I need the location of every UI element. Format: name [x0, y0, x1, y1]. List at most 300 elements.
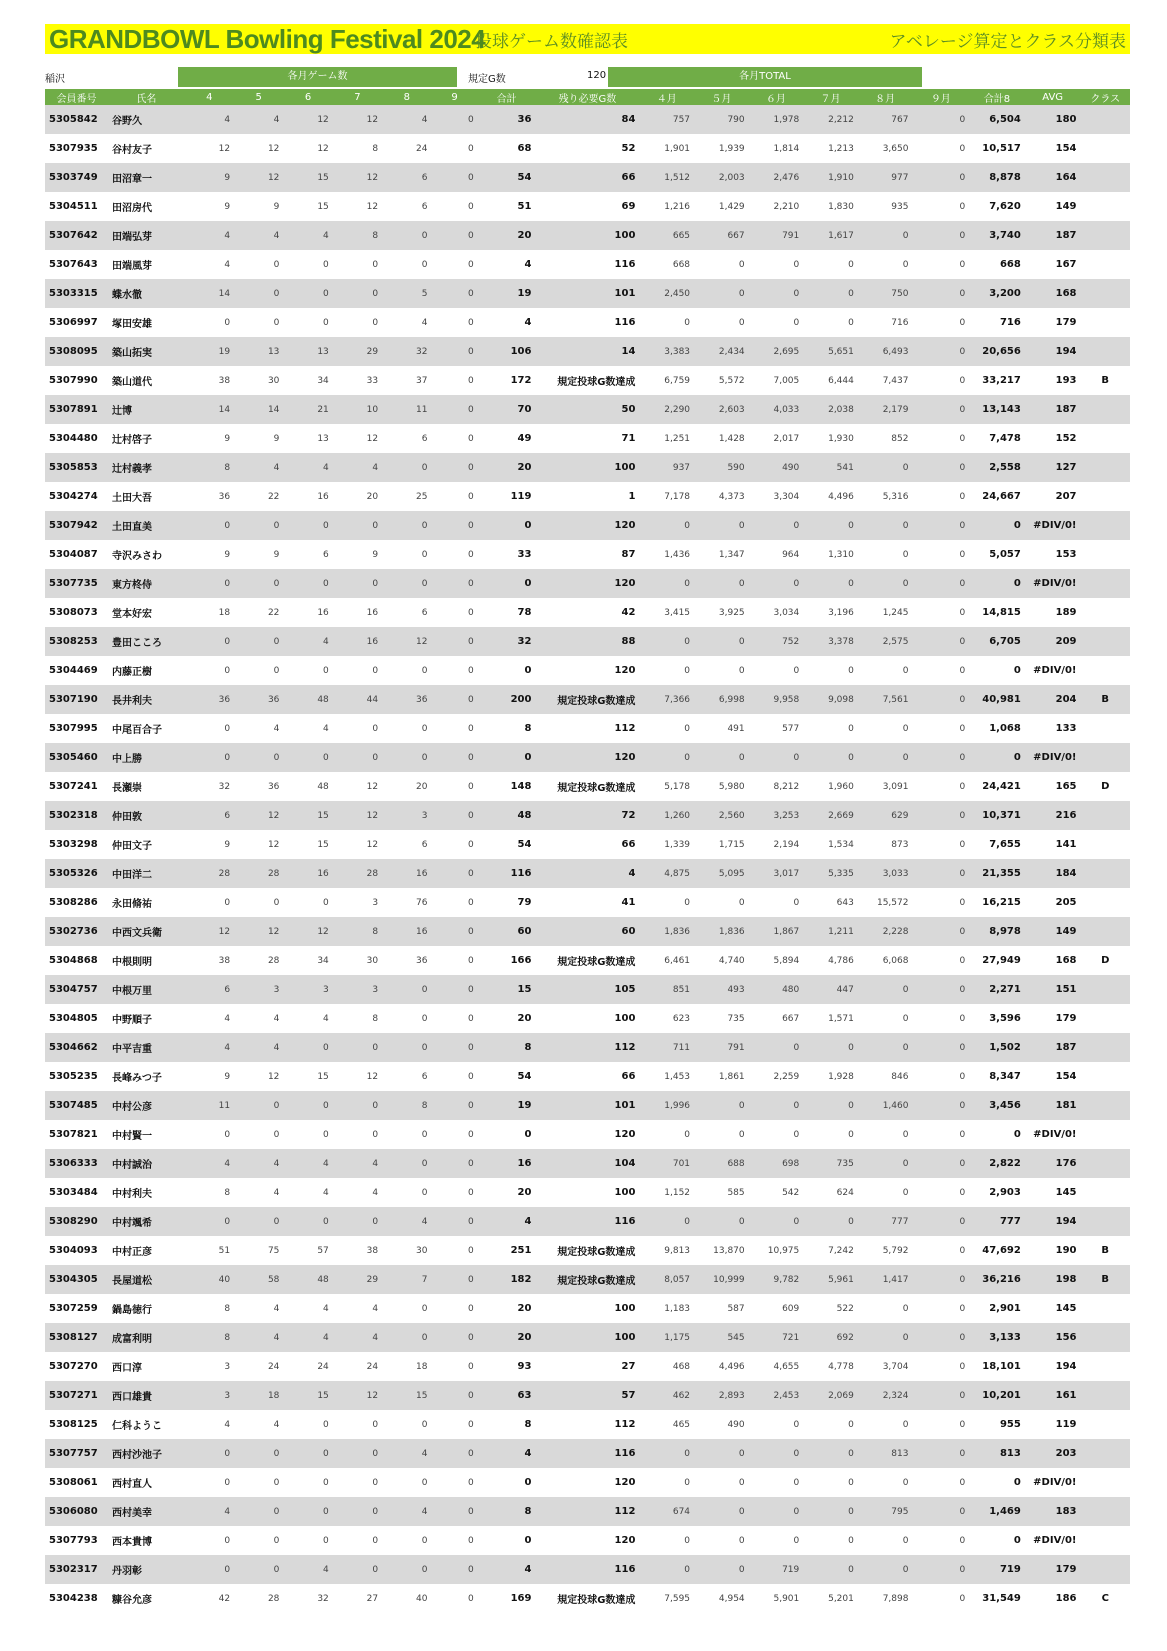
cell-score-may: 587 [727, 1303, 745, 1314]
cell-score-sep: 0 [959, 143, 966, 154]
cell-score-sep: 0 [959, 433, 966, 444]
col-score-aug: ８月 [858, 89, 913, 105]
cell-total-games: 8 [524, 1419, 532, 1430]
cell-score-jun: 4,655 [773, 1361, 800, 1372]
cell-class [1080, 627, 1130, 656]
cell-games-aug: 18 [416, 1361, 428, 1372]
cell-total-score: 0 [1013, 665, 1021, 676]
cell-score-jun: 2,476 [749, 163, 804, 192]
cell-games-sep: 0 [431, 1149, 477, 1178]
cell-score-jul: 5,201 [828, 1593, 854, 1604]
cell-score-jul: 2,038 [803, 395, 858, 424]
cell-total-games: 78 [517, 607, 532, 618]
cell-score-may: 1,861 [718, 1071, 745, 1082]
cell-member-name: 鍋島徳行 [112, 1305, 153, 1316]
cell-member-id: 5307271 [45, 1381, 108, 1410]
cell-member-id: 5303298 [49, 839, 98, 850]
cell-score-aug: 7,437 [882, 375, 909, 386]
cell-member-name: 中平吉重 [108, 1033, 185, 1062]
cell-class [1080, 163, 1130, 192]
cell-member-name: 寺沢みさわ [112, 551, 163, 562]
cell-games-apr: 51 [218, 1245, 231, 1256]
cell-games-jul: 0 [372, 665, 379, 676]
cell-score-aug: 0 [858, 1323, 913, 1352]
cell-total-games: 4 [524, 317, 532, 328]
cell-games-sep: 0 [467, 1013, 474, 1024]
cell-average: 176 [1025, 1149, 1081, 1178]
cell-class [1080, 1381, 1130, 1410]
cell-games-jun: 0 [283, 743, 332, 772]
cell-games-sep: 0 [431, 511, 477, 540]
cell-score-may: 667 [694, 221, 749, 250]
cell-games-apr: 32 [218, 781, 231, 792]
cell-average: 154 [1055, 143, 1077, 154]
cell-games-jun: 34 [317, 375, 329, 386]
cell-class [1080, 1410, 1130, 1439]
cell-games-jun: 12 [283, 917, 332, 946]
cell-games-jul: 0 [333, 1091, 382, 1120]
cell-score-may: 493 [694, 975, 749, 1004]
cell-score-jun: 2,453 [749, 1381, 804, 1410]
cell-score-aug: 813 [858, 1439, 913, 1468]
col-name: 氏名 [108, 89, 185, 105]
cell-remaining-games: 87 [621, 549, 636, 560]
cell-total-score: 0 [1013, 1477, 1021, 1488]
cell-class [1080, 192, 1130, 221]
cell-total-games: 36 [478, 105, 536, 134]
cell-games-sep: 0 [467, 259, 474, 270]
cell-remaining-games: 100 [614, 1303, 636, 1314]
cell-games-aug: 0 [421, 549, 428, 560]
cell-score-jul: 0 [803, 569, 858, 598]
cell-score-jun: 10,975 [767, 1245, 800, 1256]
cell-score-sep: 0 [912, 279, 969, 308]
col-score-sep: ９月 [912, 89, 969, 105]
table-row [45, 1120, 1130, 1149]
cell-games-may: 0 [234, 1497, 283, 1526]
cell-class [1080, 1149, 1130, 1178]
cell-games-jul: 4 [333, 1323, 382, 1352]
cell-total-score: 0 [969, 743, 1025, 772]
cell-score-jul: 0 [803, 1555, 858, 1584]
cell-games-jul: 0 [372, 1535, 379, 1546]
cell-remaining-games: 41 [621, 897, 636, 908]
cell-average: #DIV/0! [1025, 743, 1081, 772]
cell-score-may: 2,560 [694, 801, 749, 830]
cell-score-jul: 0 [803, 511, 858, 540]
table-row [45, 366, 1130, 395]
cell-score-jun: 609 [782, 1303, 800, 1314]
cell-total-score: 3,133 [969, 1323, 1025, 1352]
cell-score-apr: 0 [639, 743, 694, 772]
table-row [45, 279, 1130, 308]
cell-games-apr: 36 [185, 685, 234, 714]
cell-total-games: 4 [524, 259, 532, 270]
cell-total-score: 0 [969, 511, 1025, 540]
table-row [45, 424, 1130, 453]
cell-score-jul: 0 [848, 1535, 854, 1546]
cell-games-may: 0 [234, 627, 283, 656]
cell-games-apr: 4 [224, 1013, 231, 1024]
cell-total-score: 1,469 [969, 1497, 1025, 1526]
cell-score-jul: 1,571 [828, 1013, 854, 1024]
cell-total-games: 0 [478, 743, 536, 772]
cell-games-jul: 30 [366, 955, 379, 966]
cell-score-aug: 0 [902, 1129, 909, 1140]
cell-score-jul: 0 [803, 1439, 858, 1468]
cell-member-id: 5307793 [49, 1535, 98, 1546]
table-row [45, 540, 1130, 569]
cell-score-jun: 752 [749, 627, 804, 656]
cell-total-games: 0 [524, 1129, 532, 1140]
cell-class: D [1101, 781, 1110, 792]
cell-class [1080, 1062, 1130, 1091]
cell-member-id: 5307259 [49, 1303, 98, 1314]
cell-games-sep: 0 [467, 955, 474, 966]
cell-remaining-games: 42 [621, 607, 636, 618]
cell-score-sep: 0 [912, 337, 969, 366]
cell-score-sep: 0 [959, 491, 966, 502]
cell-remaining-games: 27 [621, 1361, 636, 1372]
cell-score-jun: 1,867 [749, 917, 804, 946]
cell-score-sep: 0 [912, 1555, 969, 1584]
cell-member-name: 中根万里 [108, 975, 185, 1004]
cell-class [1080, 1091, 1130, 1120]
cell-games-may: 12 [267, 1071, 280, 1082]
cell-average: 179 [1055, 317, 1077, 328]
cell-score-apr: 665 [639, 221, 694, 250]
cell-remaining-games: 規定投球G数達成 [557, 957, 636, 968]
cell-score-jun: 5,894 [773, 955, 800, 966]
cell-games-jun: 15 [283, 163, 332, 192]
cell-score-aug: 0 [902, 549, 909, 560]
table-row [45, 1149, 1130, 1178]
cell-score-sep: 0 [959, 1071, 966, 1082]
table-row [45, 395, 1130, 424]
col-games-apr: 4 [185, 89, 234, 105]
cell-games-may: 0 [273, 317, 280, 328]
cell-games-sep: 0 [431, 1497, 477, 1526]
cell-score-jun: 3,017 [749, 859, 804, 888]
cell-games-aug: 11 [382, 395, 431, 424]
cell-remaining-games: 88 [535, 627, 639, 656]
cell-average: 152 [1055, 433, 1077, 444]
cell-games-jul: 12 [333, 105, 382, 134]
cell-score-jun: 490 [749, 453, 804, 482]
cell-games-sep: 0 [431, 801, 477, 830]
cell-score-sep: 0 [959, 1361, 966, 1372]
cell-score-sep: 0 [959, 1419, 966, 1430]
cell-games-aug: 0 [382, 511, 431, 540]
cell-games-may: 0 [234, 1207, 283, 1236]
cell-games-apr: 4 [185, 105, 234, 134]
cell-remaining-games: 規定投球G数達成 [557, 1595, 636, 1606]
cell-games-may: 22 [267, 491, 280, 502]
cell-class [1080, 250, 1130, 279]
cell-games-apr: 12 [218, 143, 231, 154]
cell-member-id: 5304757 [45, 975, 108, 1004]
cell-class [1080, 656, 1130, 685]
cell-class: B [1080, 685, 1130, 714]
cell-games-jun: 12 [283, 105, 332, 134]
table-body [45, 105, 1130, 1613]
col-member-id: 会員番号 [45, 89, 108, 105]
cell-member-id: 5305853 [45, 453, 108, 482]
cell-total-games: 8 [478, 1033, 536, 1062]
cell-remaining-games: 101 [535, 1091, 639, 1120]
cell-member-name: 中尾百合子 [112, 725, 163, 736]
cell-games-aug: 0 [382, 975, 431, 1004]
cell-total-score: 47,692 [982, 1245, 1021, 1256]
cell-games-may: 0 [273, 897, 280, 908]
cell-score-jul: 0 [848, 259, 854, 270]
cell-total-games: 20 [517, 1303, 532, 1314]
cell-score-apr: 623 [672, 1013, 691, 1024]
cell-score-apr: 7,595 [664, 1593, 691, 1604]
cell-score-jun: 2,259 [773, 1071, 800, 1082]
cell-total-score: 33,217 [982, 375, 1021, 386]
cell-score-aug: 0 [858, 1033, 913, 1062]
cell-score-jun: 0 [749, 1497, 804, 1526]
cell-score-aug: 846 [891, 1071, 909, 1082]
cell-score-sep: 0 [959, 1593, 966, 1604]
cell-member-id: 5307270 [49, 1361, 98, 1372]
cell-member-id: 5304662 [45, 1033, 108, 1062]
cell-average: 145 [1055, 1303, 1077, 1314]
cell-games-may: 12 [234, 163, 283, 192]
cell-member-id: 5307942 [45, 511, 108, 540]
cell-member-name: 築山道代 [112, 377, 153, 388]
cell-games-apr: 0 [224, 1535, 231, 1546]
cell-games-apr: 28 [185, 859, 234, 888]
cell-score-jul: 0 [848, 723, 854, 734]
cell-score-jul: 1,928 [828, 1071, 854, 1082]
cell-games-apr: 0 [224, 317, 231, 328]
cell-score-apr: 1,183 [664, 1303, 691, 1314]
cell-games-may: 58 [234, 1265, 283, 1294]
cell-score-jul: 0 [803, 1207, 858, 1236]
cell-games-sep: 0 [467, 433, 474, 444]
cell-score-jul: 692 [803, 1323, 858, 1352]
cell-average: 216 [1025, 801, 1081, 830]
cell-score-sep: 0 [912, 105, 969, 134]
cell-score-aug: 3,091 [882, 781, 909, 792]
cell-member-id: 5307643 [49, 259, 98, 270]
cell-games-jun: 15 [317, 201, 329, 212]
cell-score-may: 1,428 [718, 433, 745, 444]
cell-average: 133 [1055, 723, 1077, 734]
cell-class [1080, 743, 1130, 772]
cell-score-apr: 4,875 [639, 859, 694, 888]
cell-games-aug: 0 [421, 1013, 428, 1024]
cell-score-aug: 0 [902, 1013, 909, 1024]
cell-member-name: 丹羽彰 [108, 1555, 185, 1584]
table-row [45, 714, 1130, 743]
cell-games-apr: 8 [185, 1323, 234, 1352]
table-row [45, 482, 1130, 511]
cell-games-may: 12 [234, 917, 283, 946]
cell-average: 145 [1055, 1187, 1077, 1198]
cell-member-id: 5304868 [49, 955, 98, 966]
cell-member-name: 堂本好宏 [112, 609, 153, 620]
cell-games-sep: 0 [467, 607, 474, 618]
cell-games-may: 12 [267, 839, 280, 850]
cell-score-jun: 1,814 [773, 143, 800, 154]
cell-total-score: 7,655 [989, 839, 1021, 850]
cell-games-jun: 16 [283, 859, 332, 888]
cell-class [1080, 424, 1130, 453]
cell-total-games: 0 [524, 1477, 532, 1488]
cell-games-jul: 12 [366, 781, 379, 792]
cell-games-sep: 0 [431, 1033, 477, 1062]
cell-total-games: 4 [478, 1207, 536, 1236]
cell-score-jun: 0 [793, 1129, 800, 1140]
col-games-jul: 7 [333, 89, 382, 105]
cell-score-jun: 2,017 [773, 433, 800, 444]
cell-member-id: 5303315 [45, 279, 108, 308]
cell-member-id: 5303749 [45, 163, 108, 192]
cell-games-aug: 4 [382, 1207, 431, 1236]
cell-games-apr: 42 [218, 1593, 231, 1604]
cell-score-aug: 935 [891, 201, 909, 212]
cell-score-jul: 7,242 [828, 1245, 854, 1256]
cell-member-id: 5307485 [45, 1091, 108, 1120]
cell-games-may: 36 [267, 781, 280, 792]
cell-member-id: 5307990 [49, 375, 98, 386]
cell-score-may: 2,603 [694, 395, 749, 424]
cell-score-aug: 0 [902, 1187, 909, 1198]
cell-total-score: 24,421 [982, 781, 1021, 792]
cell-class [1080, 1352, 1130, 1381]
cell-total-games: 54 [478, 163, 536, 192]
table-row [45, 1033, 1130, 1062]
cell-games-sep: 0 [467, 665, 474, 676]
cell-score-jun: 0 [793, 1419, 800, 1430]
cell-member-name: 糠谷允彦 [112, 1595, 153, 1606]
cell-member-id: 5308290 [45, 1207, 108, 1236]
cell-score-aug: 7,561 [858, 685, 913, 714]
cell-member-id: 5308061 [49, 1477, 98, 1488]
cell-score-jul: 643 [836, 897, 854, 908]
cell-games-apr: 11 [185, 1091, 234, 1120]
cell-member-id: 5307995 [49, 723, 98, 734]
table-row [45, 743, 1130, 772]
cell-member-name: 中西文兵衛 [108, 917, 185, 946]
cell-games-aug: 0 [421, 723, 428, 734]
cell-score-sep: 0 [959, 665, 966, 676]
cell-games-jun: 15 [317, 1071, 329, 1082]
cell-score-may: 0 [694, 1207, 749, 1236]
cell-games-may: 4 [234, 1033, 283, 1062]
cell-average: 209 [1025, 627, 1081, 656]
cell-games-apr: 3 [224, 1361, 231, 1372]
cell-score-aug: 1,245 [882, 607, 909, 618]
cell-score-apr: 1,436 [664, 549, 691, 560]
cell-score-may: 3,925 [718, 607, 745, 618]
cell-games-jul: 4 [333, 453, 382, 482]
cell-score-apr: 701 [639, 1149, 694, 1178]
cell-score-aug: 3,033 [858, 859, 913, 888]
cell-games-sep: 0 [431, 1381, 477, 1410]
cell-score-jul: 0 [803, 279, 858, 308]
cell-games-sep: 0 [431, 279, 477, 308]
cell-score-aug: 750 [858, 279, 913, 308]
cell-games-may: 12 [267, 143, 280, 154]
cell-score-jul: 2,069 [803, 1381, 858, 1410]
cell-score-aug: 767 [858, 105, 913, 134]
cell-score-jun: 9,958 [749, 685, 804, 714]
cell-games-sep: 0 [431, 1439, 477, 1468]
cell-score-sep: 0 [959, 723, 966, 734]
table-row [45, 163, 1130, 192]
cell-score-sep: 0 [912, 395, 969, 424]
cell-score-jul: 0 [848, 317, 854, 328]
col-average: AVG [1025, 89, 1081, 105]
cell-remaining-games: 116 [614, 317, 636, 328]
cell-score-jun: 0 [749, 1033, 804, 1062]
table-row [45, 1352, 1130, 1381]
cell-games-may: 0 [234, 279, 283, 308]
cell-games-sep: 0 [431, 569, 477, 598]
cell-games-jul: 12 [333, 163, 382, 192]
cell-games-jun: 48 [283, 1265, 332, 1294]
cell-member-name: 長屋道松 [108, 1265, 185, 1294]
cell-score-aug: 0 [858, 453, 913, 482]
cell-games-jun: 0 [283, 1497, 332, 1526]
cell-member-name: 長峰みつ子 [112, 1073, 162, 1084]
cell-member-name: 塚田安雄 [112, 319, 153, 330]
cell-remaining-games: 規定投球G数達成 [535, 1265, 639, 1294]
cell-member-name: 永田脩祐 [112, 899, 153, 910]
table-row [45, 453, 1130, 482]
cell-games-aug: 6 [421, 839, 428, 850]
table-row [45, 337, 1130, 366]
cell-score-may: 0 [738, 897, 745, 908]
cell-games-apr: 19 [185, 337, 234, 366]
cell-class [1080, 859, 1130, 888]
cell-remaining-games: 69 [621, 201, 636, 212]
cell-average: #DIV/0! [1025, 511, 1081, 540]
cell-class [1080, 598, 1130, 627]
cell-score-jul: 0 [848, 1129, 854, 1140]
cell-games-apr: 14 [185, 279, 234, 308]
cell-total-score: 24,667 [982, 491, 1021, 502]
cell-games-aug: 6 [382, 163, 431, 192]
cell-score-jul: 1,930 [828, 433, 854, 444]
cell-total-score: 0 [1013, 1129, 1021, 1140]
cell-games-jul: 27 [366, 1593, 379, 1604]
cell-games-jun: 16 [317, 491, 329, 502]
cell-games-aug: 6 [421, 607, 428, 618]
cell-games-jun: 0 [283, 569, 332, 598]
cell-remaining-games: 105 [535, 975, 639, 1004]
cell-score-apr: 1,260 [639, 801, 694, 830]
col-games-jun: 6 [283, 89, 332, 105]
cell-average: 207 [1055, 491, 1077, 502]
cell-games-jul: 38 [366, 1245, 379, 1256]
cell-score-aug: 0 [902, 259, 909, 270]
cell-score-may: 5,095 [694, 859, 749, 888]
cell-average: 179 [1055, 1013, 1077, 1024]
cell-member-name: 辻博 [108, 395, 185, 424]
cell-score-may: 1,429 [718, 201, 745, 212]
cell-games-jul: 12 [333, 1381, 382, 1410]
cell-total-score: 6,705 [969, 627, 1025, 656]
cell-score-sep: 0 [912, 1381, 969, 1410]
cell-score-sep: 0 [959, 1303, 966, 1314]
cell-games-aug: 0 [421, 1419, 428, 1430]
cell-score-sep: 0 [912, 1033, 969, 1062]
